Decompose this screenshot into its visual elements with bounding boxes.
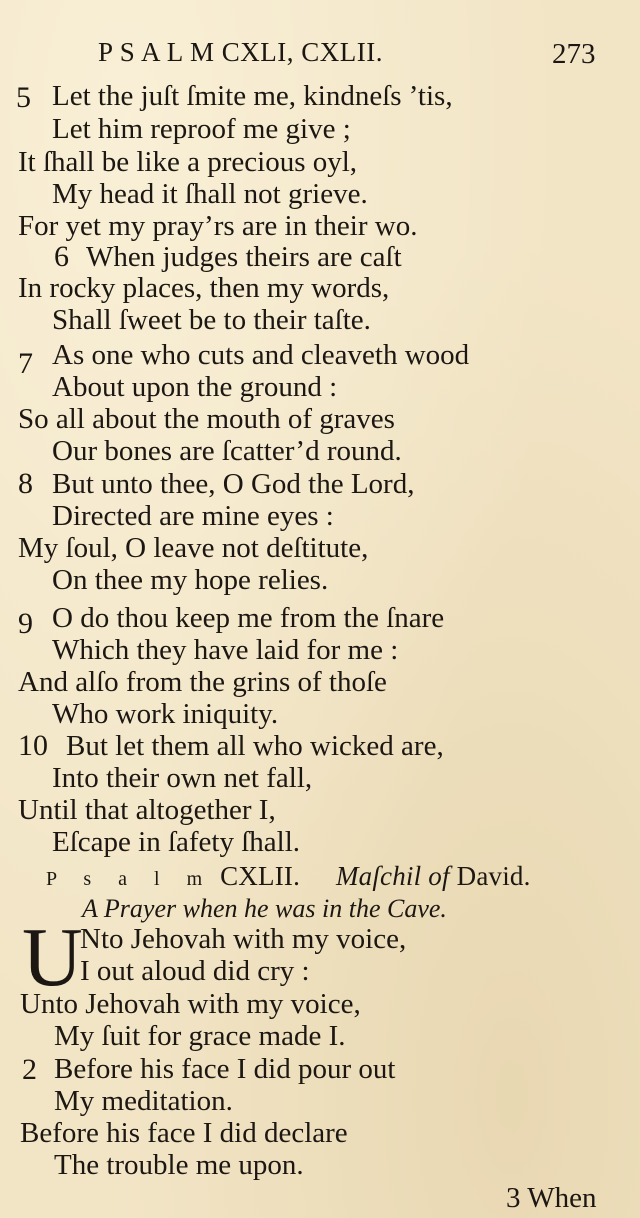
verse-line: As one who cuts and cleaveth wood xyxy=(52,339,470,371)
verse-line: Before his face I did pour out xyxy=(54,1053,396,1085)
verse-line: On thee my hope relies. xyxy=(52,564,329,596)
drop-cap: U xyxy=(22,911,83,1004)
psalm-title xyxy=(46,860,531,895)
verse-line: My ſuit for grace made I. xyxy=(54,1020,346,1052)
verse-line: Our bones are ſcatter’d round. xyxy=(52,435,402,467)
verse-line: About upon the ground : xyxy=(52,371,338,403)
psalm-subtitle: A Prayer when he was in the Cave. xyxy=(82,894,447,923)
verse-line: Which they have laid for me : xyxy=(52,634,399,666)
verse-line: When judges theirs are caſt xyxy=(86,241,402,273)
running-title: P S A L M CXLI, CXLII. xyxy=(98,37,384,67)
verse-line: Let him reproof me give ; xyxy=(52,113,351,145)
verse-line: Let the juſt ſmite me, kindneſs ’tis, xyxy=(52,80,453,112)
verse-line: Unto Jehovah with my voice, xyxy=(20,988,361,1020)
verse-line: But let them all who wicked are, xyxy=(66,730,444,762)
verse-line: Shall ſweet be to their taſte. xyxy=(52,304,371,336)
verse-line: In rocky places, then my words, xyxy=(18,272,390,304)
verse-line: So all about the mouth of graves xyxy=(18,403,395,435)
verse-number: 6 xyxy=(54,240,69,273)
verse-line: Before his face I did declare xyxy=(20,1117,348,1149)
psalm-title-italic: Maſchil of xyxy=(335,861,450,891)
psalm-title-word: P s a l m xyxy=(46,868,214,890)
page-number: 273 xyxy=(552,38,596,70)
verse-line: My ſoul, O leave not deſtitute, xyxy=(18,532,369,564)
verse-line: My meditation. xyxy=(54,1085,233,1117)
verse-number: 2 xyxy=(22,1053,37,1086)
verse-line: It ſhall be like a precious oyl, xyxy=(18,146,358,178)
verse-number: 10 xyxy=(18,729,48,762)
verse-line: And alſo from the grins of thoſe xyxy=(18,666,387,698)
verse-line: Eſcape in ſafety ſhall. xyxy=(52,826,301,858)
catchword: 3 When xyxy=(506,1182,597,1214)
verse-line: Directed are mine eyes : xyxy=(52,500,334,532)
psalm-title-author: David. xyxy=(456,861,531,891)
verse-number: 5 xyxy=(16,81,31,114)
verse-line: For yet my pray’rs are in their wo. xyxy=(18,210,418,242)
verse-line: My head it ſhall not grieve. xyxy=(52,178,368,210)
verse-line: The trouble me upon. xyxy=(54,1149,304,1181)
verse-line: But unto thee, O God the Lord, xyxy=(52,468,415,500)
verse-line: Until that altogether I, xyxy=(18,794,276,826)
verse-number: 8 xyxy=(18,467,33,500)
verse-number: 7 xyxy=(18,347,33,380)
verse-line: I out aloud did cry : xyxy=(80,955,310,987)
verse-line: Into their own net fall, xyxy=(52,762,313,794)
psalm-title-number: CXLII. xyxy=(220,861,301,891)
verse-line: Nto Jehovah with my voice, xyxy=(80,923,407,955)
verse-line: O do thou keep me from the ſnare xyxy=(52,602,445,634)
verse-line: Who work iniquity. xyxy=(52,698,279,730)
verse-number: 9 xyxy=(18,607,33,640)
